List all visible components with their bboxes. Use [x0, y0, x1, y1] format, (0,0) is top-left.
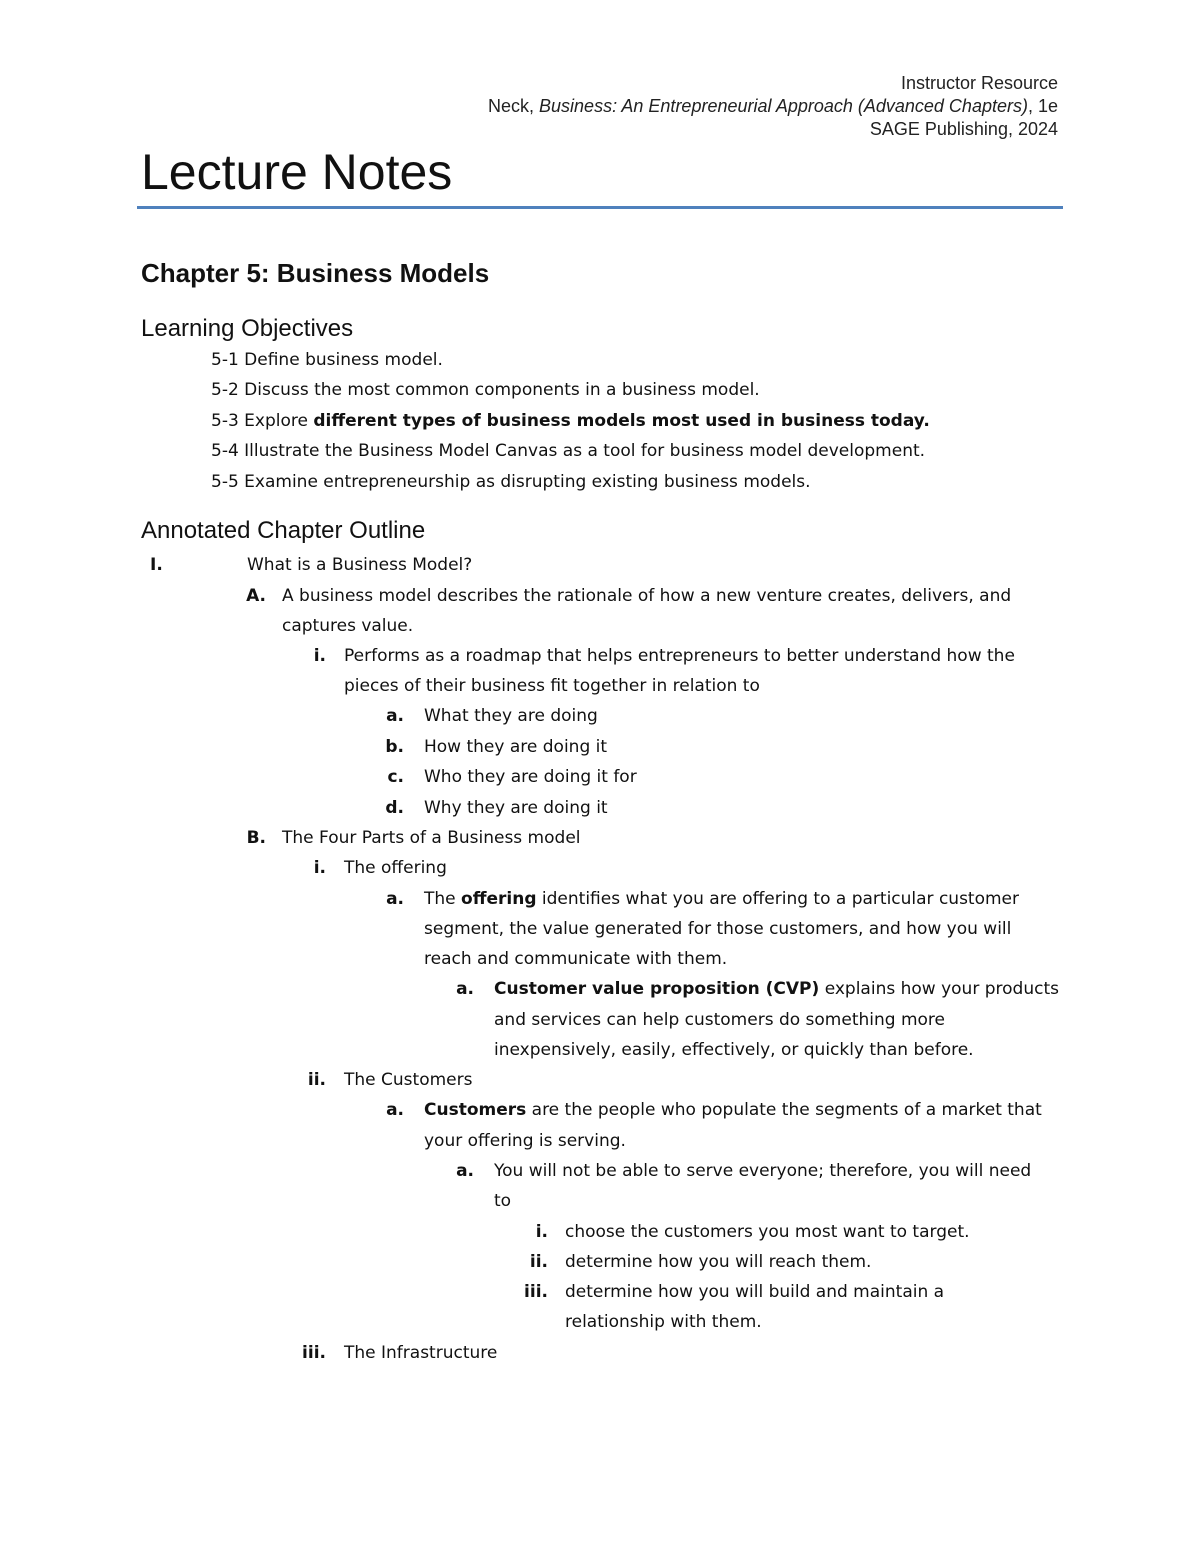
objective-item	[211, 410, 930, 432]
header-resource-line: Instructor Resource	[900, 73, 1058, 93]
outline-bold-term: Customers	[424, 1100, 527, 1120]
outline-marker: a.	[386, 706, 404, 726]
outline-item: relationship with them.	[565, 1312, 762, 1332]
outline-marker: a.	[386, 1100, 404, 1120]
outline-marker: ii.	[307, 1070, 326, 1090]
outline-item: Who they are doing it for	[424, 767, 637, 787]
outline-marker: c.	[387, 767, 404, 787]
outline-item: How they are doing it	[424, 737, 608, 757]
outline-item: What they are doing	[424, 706, 598, 726]
outline-text: The	[424, 889, 462, 909]
objective-item: 5-4 Illustrate the Business Model Canvas as a tool for business model development.	[211, 441, 926, 461]
outline-heading: Annotated Chapter Outline	[141, 517, 426, 544]
objective-text: 5-3 Explore	[211, 411, 314, 431]
outline-item	[424, 1099, 1042, 1121]
outline-item: Why they are doing it	[424, 798, 608, 818]
outline-text: are the people who populate the segments of a market that	[526, 1100, 1042, 1120]
header-author: Neck,	[488, 96, 540, 116]
outline-marker: I.	[150, 555, 163, 575]
page-title: Lecture Notes	[141, 144, 453, 200]
outline-item: determine how you will build and maintain a	[565, 1282, 945, 1302]
objective-item: 5-2 Discuss the most common components in a business model.	[211, 380, 760, 400]
header-publisher-line: SAGE Publishing, 2024	[869, 119, 1058, 139]
outline-marker: i.	[535, 1222, 548, 1242]
outline-item: determine how you will reach them.	[565, 1252, 872, 1272]
outline-marker: iii.	[524, 1282, 548, 1302]
outline-item: The offering	[344, 858, 447, 878]
objective-item: 5-5 Examine entrepreneurship as disrupting existing business models.	[211, 472, 811, 492]
outline-text: identifies what you are offering to a particular customer	[536, 889, 1020, 909]
outline-marker: a.	[386, 889, 404, 909]
outline-marker: iii.	[302, 1343, 326, 1363]
outline-marker: i.	[313, 646, 326, 666]
header-book-title: Business: An Entrepreneurial Approach (Advanced Chapters)	[539, 96, 1028, 116]
outline-marker: i.	[313, 858, 326, 878]
outline-marker: a.	[456, 1161, 474, 1181]
outline-marker: B.	[246, 828, 266, 848]
document-header	[488, 72, 1058, 141]
objective-bold-text: different types of business models most used in business today.	[313, 411, 930, 431]
outline-item: You will not be able to serve everyone; therefore, you will need	[494, 1161, 1032, 1181]
outline-marker: b.	[385, 737, 404, 757]
outline-item: and services can help customers do something more	[494, 1010, 945, 1030]
outline-item	[494, 978, 1059, 1000]
outline-item: The Infrastructure	[344, 1343, 498, 1363]
header-citation-line	[488, 95, 1058, 118]
outline-marker: ii.	[529, 1252, 548, 1272]
outline-item: What is a Business Model?	[247, 555, 473, 575]
outline-bold-term: offering	[461, 889, 537, 909]
title-divider	[137, 206, 1063, 209]
outline-item: reach and communicate with them.	[424, 949, 728, 969]
outline-item: pieces of their business fit together in relation to	[344, 676, 760, 696]
header-edition: , 1e	[1027, 96, 1058, 116]
outline-bold-term: Customer value proposition (CVP)	[494, 979, 820, 999]
outline-item: The Four Parts of a Business model	[282, 828, 581, 848]
outline-item: choose the customers you most want to target.	[565, 1222, 970, 1242]
outline-marker: a.	[456, 979, 474, 999]
outline-item: A business model describes the rationale of how a new venture creates, delivers, and	[282, 586, 1012, 606]
outline-item: segment, the value generated for those customers, and how you will	[424, 919, 1012, 939]
outline-item: The Customers	[344, 1070, 473, 1090]
chapter-title: Chapter 5: Business Models	[141, 258, 490, 288]
outline-item: Performs as a roadmap that helps entrepreneurs to better understand how the	[344, 646, 1015, 666]
outline-item: inexpensively, easily, effectively, or quickly than before.	[494, 1040, 974, 1060]
outline-item: captures value.	[282, 616, 414, 636]
outline-item: your offering is serving.	[424, 1131, 626, 1151]
outline-item	[424, 888, 1019, 910]
outline-marker: A.	[246, 586, 266, 606]
outline-item: to	[494, 1191, 512, 1211]
learning-objectives-heading: Learning Objectives	[141, 315, 354, 342]
objective-item: 5-1 Define business model.	[211, 350, 443, 370]
outline-marker: d.	[385, 798, 404, 818]
outline-text: explains how your products	[819, 979, 1059, 999]
